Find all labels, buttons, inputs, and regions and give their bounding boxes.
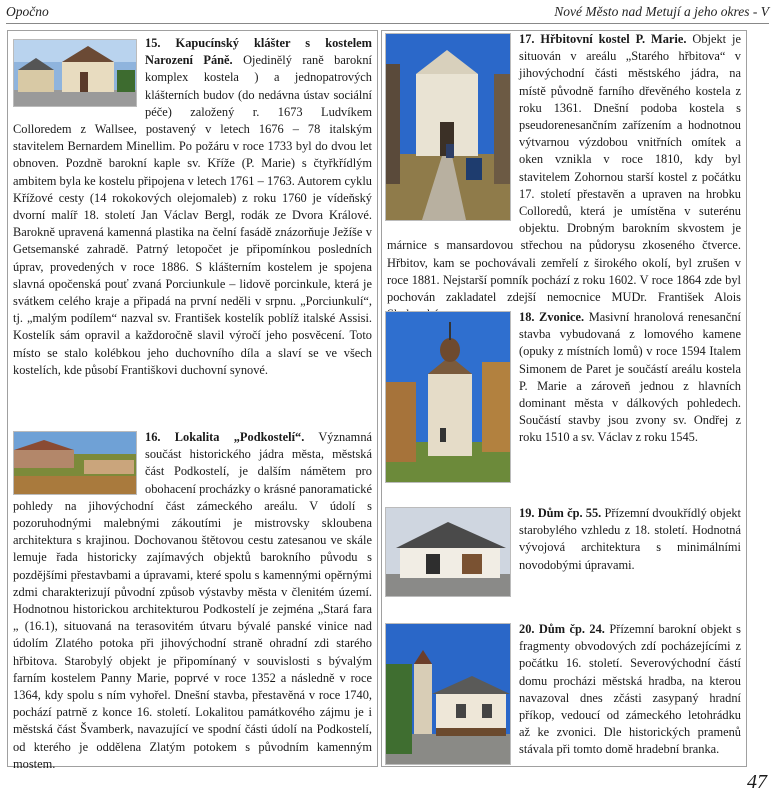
photo-podkosteli [13,431,137,495]
entry-16-text: Významná součást historického jádra města, městská část Podkostelí, je dalším námětem pro obohacení procházky o krásné panoramatické pohledy na jihovýchodní část zámeckého areálu. V údolí s pozoruhodnými malebnými zákoutími je mistrovsky skloubena architektura s krajinou. Dochovanou štětovou cestu zatesanou ve skále lemuje řada historicky zajímavých objektů barokního původu s pozdějšími přestavbami a úpravami, které spolu s kamennými opěrnými zdmi charakterizují původní způsob výstavby města v členitém území. Hodnotnou historickou architekturou Podkostelí je zejména „Stará fara „ (16.1), situovaná na terasovitém útvaru bývalé panské vinice nad údolím Zlatého potoka při jihovýchodní straně ohradní zdi starého hřbitova. Starobylý objekt je připomínaný v souvislosti s bývalým farním kostelem Panny Marie, poprvé v roce 1352 a následně v roce 1364, kdy spolu s ním vyhořel. Dnešní stavba, přestavěná v roce 1740, pochází patrně z konce 16. století. Lokalitou památkového zájmu je i městská část Švamberk, navazující ve spodní části údolí na Podkostelí, od kterého je oddělena Zlatým potokem s původním kamenným mostem. [13,430,373,771]
photo-dum-24 [385,623,511,765]
right-column [381,30,747,767]
entry-17 [382,31,746,323]
entry-16-title: 16. Lokalita „Podkostelí“. [145,430,305,444]
running-header-left: Opočno [6,4,49,19]
photo-zvonice [385,311,511,483]
entry-17-text: Objekt je situován v areálu „Starého hřbitova“ v jihovýchodní části městského jádra, na místě původně farního dřevěného kostela z roku 1361. Dnešní podoba kostela s pseudorenesančním zařízením a hodnotnou výtvarnou výzdobou vnitřních omítek a oken vznikla v roce 1810, kdy byl stavitelem Zohornou starší kostel z počátku 17. století přestavěn a upraven na hrobku Colloredů, která je umístěna v suterénu objektu. Drobným barokním skvostem je márnice s mansardovou střechou na půdorysu zkoseného čtverce. Hřbitov, kam se pochovávali zemřelí z širokého okolí, byl zrušen v roce 1881. Nejstarší pomník pochází z roku 1602. V roce 1864 zde byl pochován zakladatel zdejší nemocnice MUDr. František Alois [387,32,742,305]
entry-18-title: 18. Zvonice. [519,310,585,324]
entry-18 [382,309,746,485]
photo-hrbitovni-kostel [385,33,511,221]
entry-20 [382,621,746,767]
entry-15 [8,35,377,379]
entry-20-text: Přízemní barokní objekt s fragmenty obvodových zdí pocházejícími z počátku 16. století. Severovýchodní částí domu procházi městská hradba, na kterou navazoval dnes zčásti zasypaný hradní příkop, vedoucí od zámeckého letohrádku až ke zvonici. Dle historických pramenů stávala při tomto domě hradební branka. [519,622,741,757]
entry-19 [382,505,746,599]
entry-15-title: 15. Kapucínský klášter s kostelem Narození Páně. [145,36,372,68]
page-number: 47 [747,771,767,793]
photo-kapucinsky-klaster [13,39,137,107]
entry-17-title: 17. Hřbitovní kostel P. Marie. [519,32,687,46]
entry-18-text: Masivní hranolová renesanční stavba vybudovaná z lomového kamene (opuky z místních lomů) v roce 1594 Italem Simonem de Paret je součástí areálu kostela P. Marie a zároveň jednou z hlavních dominant města v dálkových pohledech. Součástí stavby jsou zvony sv. Ondřej z roku 1510 a sv. Václav z roku 1545. [519,310,741,445]
header-rule [6,23,769,24]
running-header-right: Nové Město nad Metují a jeho okres - V [554,4,769,19]
photo-dum-55 [385,507,511,597]
entry-19-text: Přízemní dvoukřídlý objekt starobylého vzhledu z 18. století. Hodnotná vývojová architektura s minimálními novodobými úpravami. [519,506,741,572]
entry-20-title: 20. Dům čp. 24. [519,622,605,636]
entry-16 [8,429,377,773]
left-column [7,30,378,771]
entry-15-text: Ojedinělý raně barokní komplex kostela ) a jednopatrových klášterních budov (do nedávna ústav sociální péče) založený r. 1673 Ludvíkem Colloredem z Wallsee, postavený v letech 1676 – 78 italským stavitelem Bernardem Minellim. Po požáru v roce 1733 byl do dvou let obnoven. Pozdně barokní kaple sv. Kříže (P. Marie) s čtyřkřídlým ambitem byla ke kostelu připojena v letech 1761 – 1763. Autorem cyklu Křížové cesty (14 rokokových olejomaleb) z roku 1760 je vídeňský dvorní malíř 18. století Jan Václav Bergl, rodák ze Dvora Králové. Barokně upravená kamenná plastika na čelní fasádě znázorňuje Ježíše v Getsemanské zahradě. Patrný letopočet je připomínkou posledních úprav, provedených v roce 1886. S klášterním kostelem je spojena slavná opočenská pouť zvaná Porciunkule – lidově porcinkule, která je svátkem celého kraje a připadá na první neděli v srpnu. „Porciunkulí“, tj. „malým podílem“ nazval sv. František kostelík poblíž italské Assisi. Kostelík sám opravil a každoročně slavil výročí jeho posvěcení. Toto místo se stalo kolébkou jeho duchovního díla a slaví se ve všech kostelích, kde působí Františkovi duchovní synové. [13,53,372,377]
entry-19-title: 19. Dům čp. 55. [519,506,602,520]
